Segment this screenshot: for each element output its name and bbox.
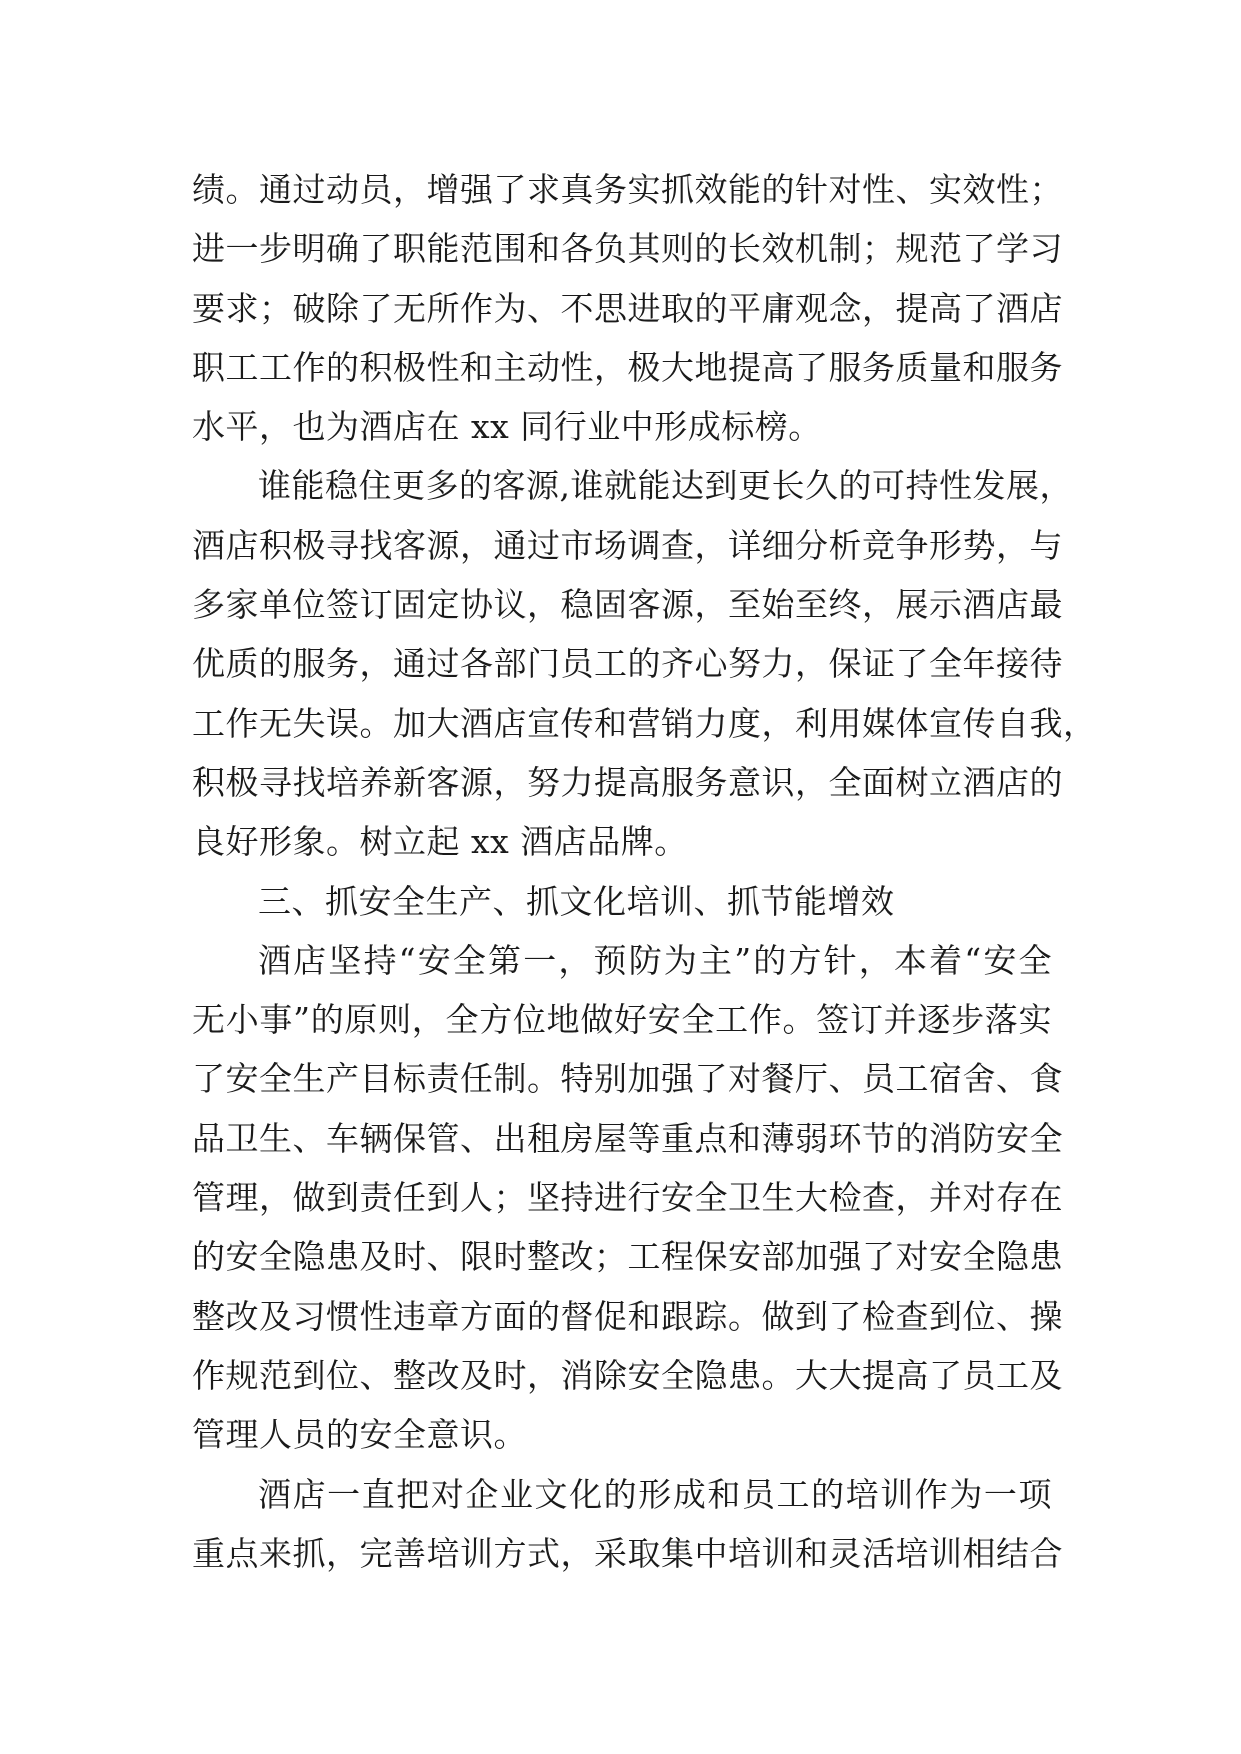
- paragraph-line: 重点来抓，完善培训方式，采取集中培训和灵活培训相结合: [192, 1533, 1063, 1573]
- paragraph-line: 酒店积极寻找客源，通过市场调查，详细分析竞争形势，与: [192, 525, 1063, 565]
- paragraph-3: [192, 931, 1063, 1465]
- section-heading: [192, 872, 1052, 931]
- paragraph-1: [192, 160, 1063, 456]
- paragraph-line: 多家单位签订固定协议，稳固客源，至始至终，展示酒店最: [192, 585, 1063, 625]
- paragraph-line: 绩。通过动员，增强了求真务实抓效能的针对性、实效性；: [192, 170, 1063, 209]
- document-body: [192, 160, 1097, 1583]
- paragraph-line: 工作无失误。加大酒店宣传和营销力度，利用媒体宣传自我，: [192, 703, 1097, 743]
- paragraph-line: 酒店坚持“安全第一，预防为主”的方针，本着“安全: [258, 940, 1052, 980]
- section-heading-text: 三、抓安全生产、抓文化培训、抓节能增效: [258, 881, 895, 921]
- paragraph-line: 良好形象。树立起 xx 酒店品牌。: [192, 822, 688, 862]
- paragraph-line: 水平，也为酒店在 xx 同行业中形成标榜。: [192, 407, 822, 447]
- paragraph-line: 进一步明确了职能范围和各负其则的长效机制；规范了学习: [192, 229, 1063, 269]
- paragraph-line: 的安全隐患及时、限时整改；工程保安部加强了对安全隐患: [192, 1237, 1063, 1277]
- paragraph-line: 谁能稳住更多的客源,谁就能达到更长久的可持性发展，: [258, 466, 1073, 506]
- paragraph-line: 整改及习惯性违章方面的督促和跟踪。做到了检查到位、操: [192, 1296, 1063, 1336]
- paragraph-line: 管理人员的安全意识。: [192, 1415, 527, 1455]
- paragraph-line: 酒店一直把对企业文化的形成和员工的培训作为一项: [258, 1474, 1052, 1514]
- paragraph-2: [192, 456, 1097, 871]
- paragraph-line: 无小事”的原则，全方位地做好安全工作。签订并逐步落实: [192, 1000, 1052, 1040]
- paragraph-line: 要求；破除了无所作为、不思进取的平庸观念，提高了酒店: [192, 288, 1063, 328]
- paragraph-line: 作规范到位、整改及时，消除安全隐患。大大提高了员工及: [192, 1355, 1063, 1395]
- paragraph-4: [192, 1465, 1063, 1584]
- paragraph-line: 职工工作的积极性和主动性，极大地提高了服务质量和服务: [192, 347, 1063, 387]
- paragraph-line: 了安全生产目标责任制。特别加强了对餐厅、员工宿舍、食: [192, 1059, 1063, 1099]
- paragraph-line: 积极寻找培养新客源，努力提高服务意识，全面树立酒店的: [192, 762, 1063, 802]
- paragraph-line: 优质的服务，通过各部门员工的齐心努力，保证了全年接待: [192, 644, 1063, 684]
- paragraph-line: 管理，做到责任到人；坚持进行安全卫生大检查，并对存在: [192, 1178, 1063, 1218]
- paragraph-line: 品卫生、车辆保管、出租房屋等重点和薄弱环节的消防安全: [192, 1118, 1063, 1158]
